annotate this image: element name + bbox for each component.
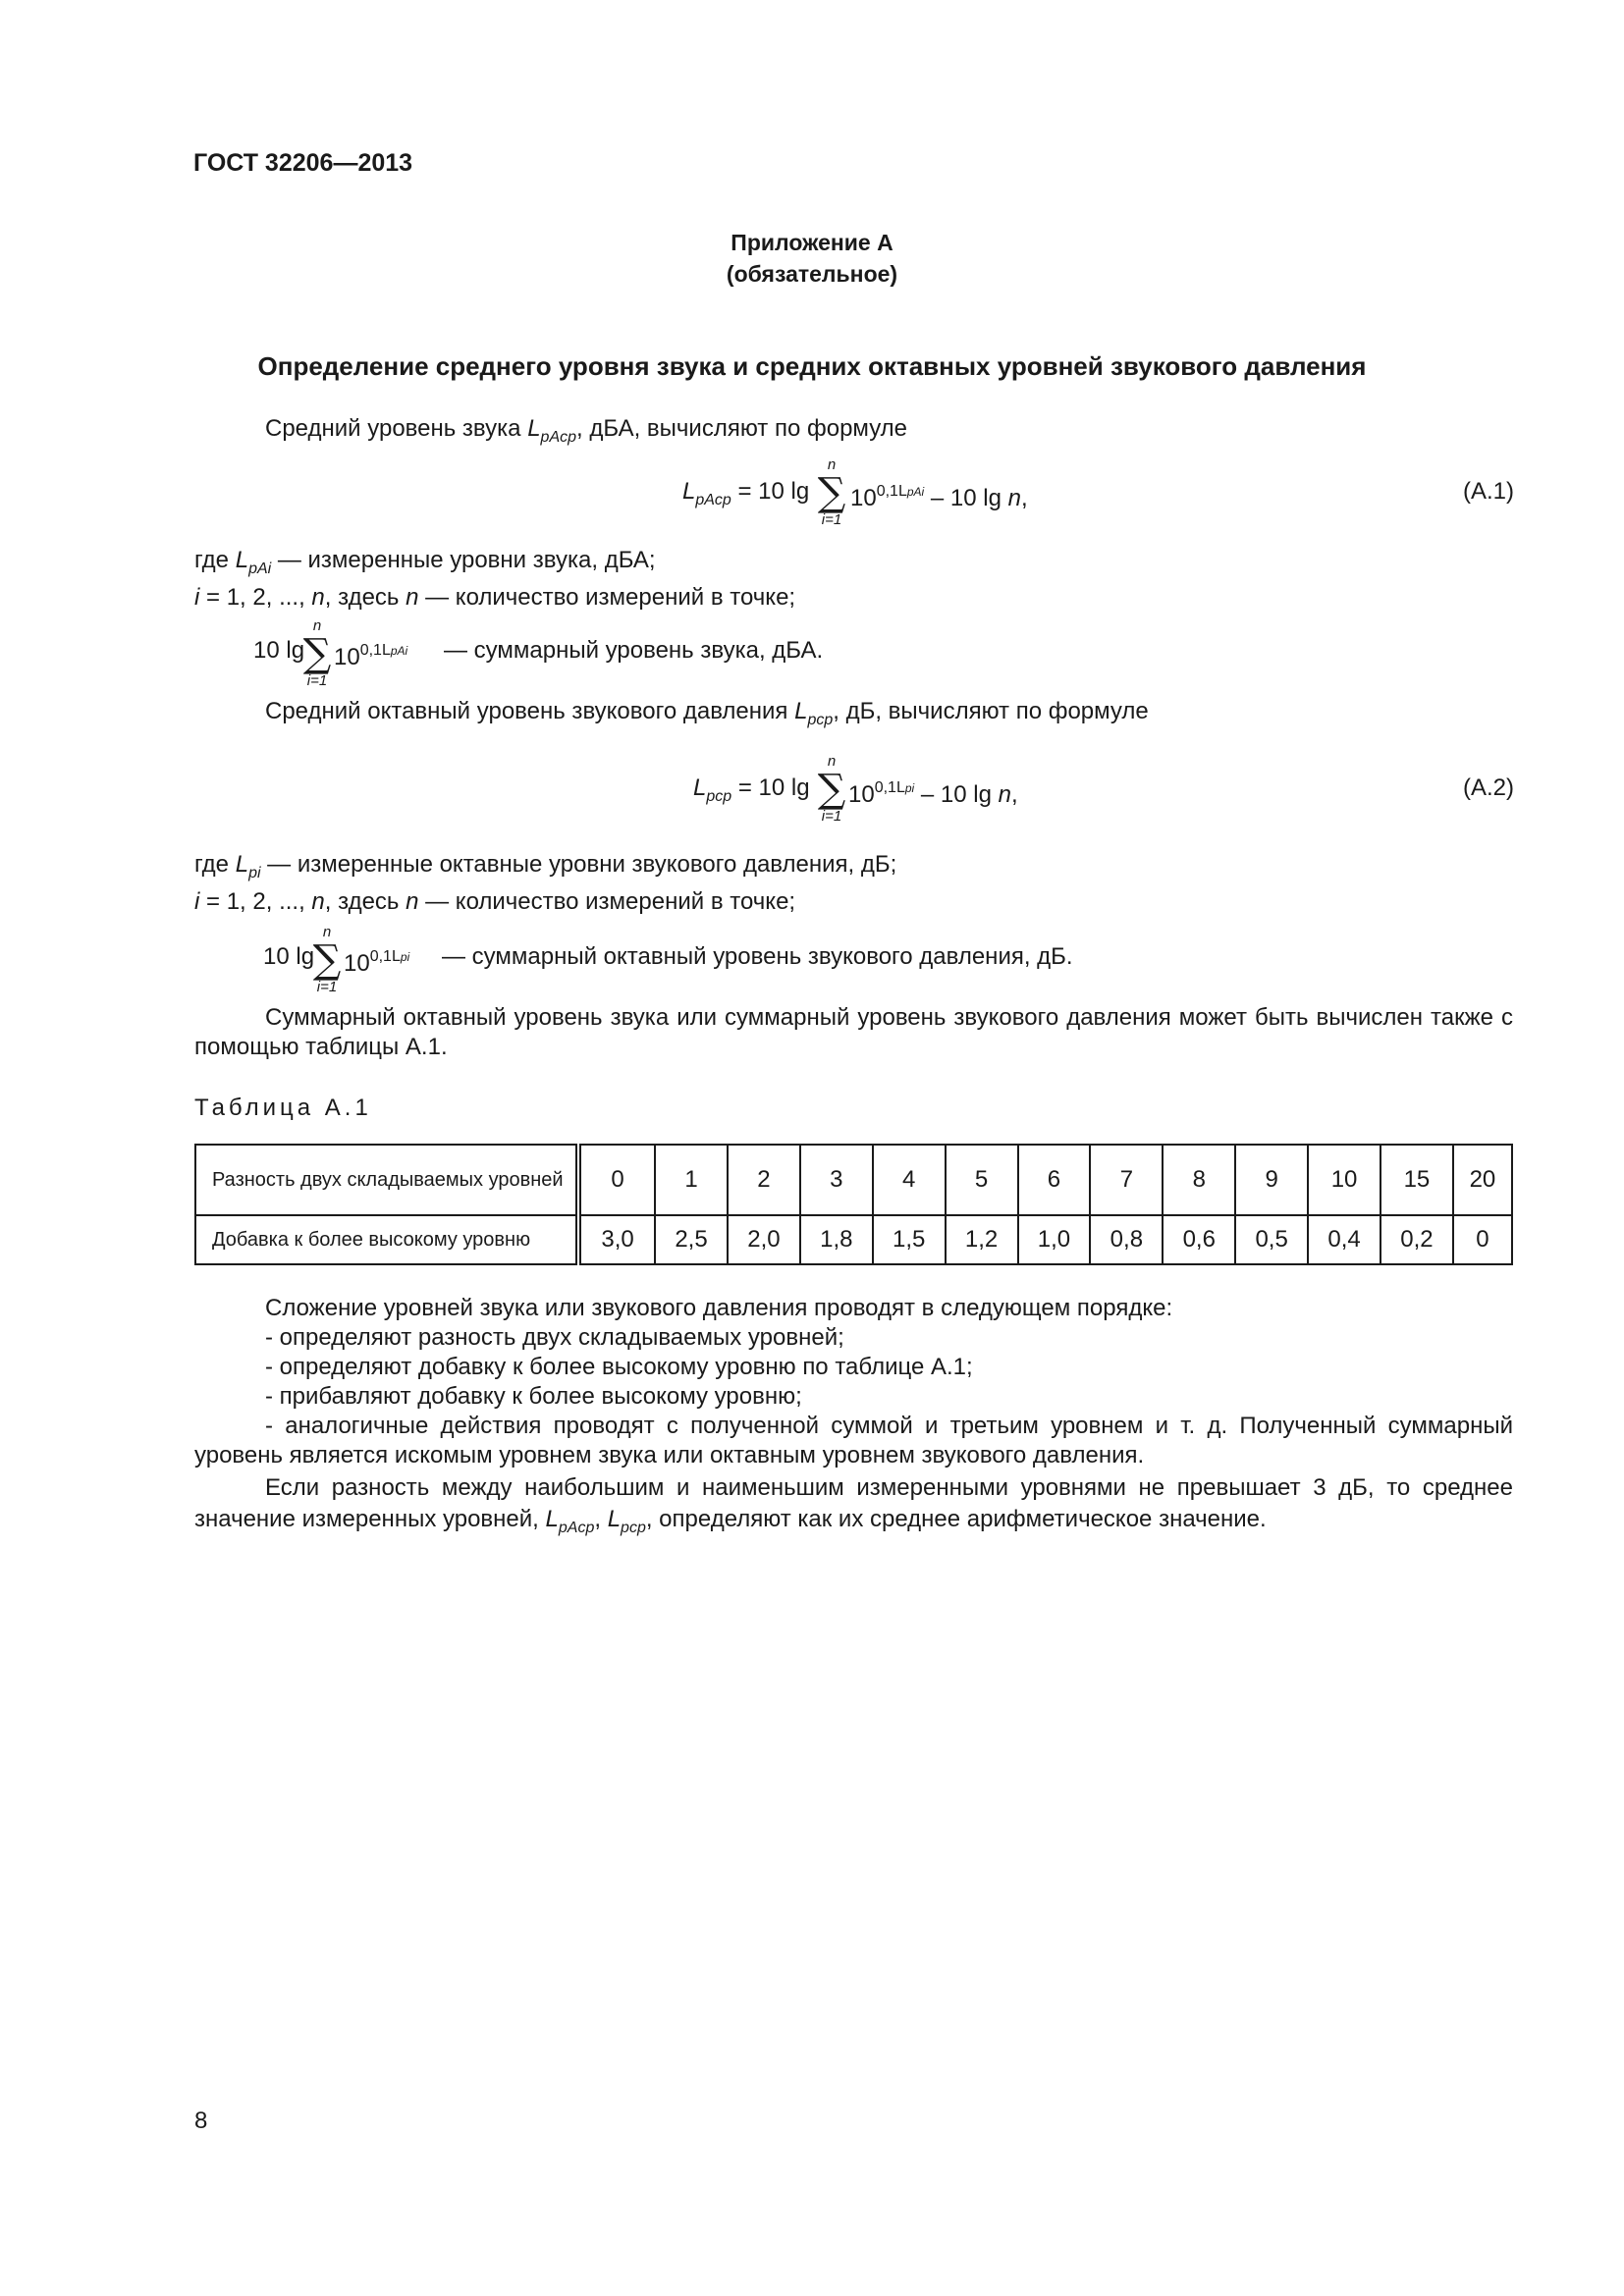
table-cell: 0,8: [1090, 1215, 1163, 1264]
table-cell: 1,2: [946, 1215, 1018, 1264]
sum-symbol-1: n ∑ i=1: [817, 456, 846, 528]
where-line-2a: где $L_{pi}$ — измеренные октавные уровни звукового давления, дБ;: [194, 851, 897, 881]
table-cell: 15: [1380, 1145, 1453, 1215]
table-cell: 2,5: [655, 1215, 728, 1264]
sum-expr-2: 10 lg: [263, 943, 315, 970]
sum-expr-1-tail: $10^{0,1LpAi}$: [334, 642, 408, 670]
formula-a2-tail: $10^{0,1Lpi} - 10$ lg n,: [848, 779, 1018, 808]
where-line-2b: i = 1, 2, ..., n, здесь n — количество измерений в точке;: [194, 888, 796, 915]
table-cell: 0,5: [1235, 1215, 1308, 1264]
sum-symbol-2: n ∑ i=1: [817, 753, 846, 825]
table-cell: 10: [1308, 1145, 1380, 1215]
table-row-label: Разность двух складываемых уровней: [195, 1145, 578, 1215]
appendix-status: (обязательное): [726, 261, 898, 287]
where-line-1b: i = 1, 2, ..., n, здесь n — количество измерений в точке;: [194, 584, 796, 611]
procedure-step: - аналогичные действия проводят с полученной суммой и третьим уровнем и т. д. Полученный суммарный уровень является искомым уровнем звука или октавным уровнем звукового давления.: [194, 1413, 1513, 1468]
paragraph-final: Если разность между наибольшим и наименьшим измеренными уровнями не превышает 3 дБ, то среднее значение измеренных уровней, $L_{pAср}$, $L_{pср}$, определяют как их среднее арифметическое значение.: [194, 1474, 1513, 1536]
procedure-step: - определяют разность двух складываемых уровней;: [265, 1324, 844, 1351]
table-cell: 5: [946, 1145, 1018, 1215]
formula-a1: $L_{pAср} = 10$ lg: [682, 478, 810, 508]
formula-a2-number: (А.2): [1463, 774, 1515, 801]
table-cell: 8: [1163, 1145, 1235, 1215]
formula-a2: $L_{pср} = 10$ lg: [693, 774, 810, 805]
appendix-title: Приложение А: [731, 230, 893, 255]
table-cell: 20: [1453, 1145, 1512, 1215]
procedure-step: - определяют добавку к более высокому уровню по таблице А.1;: [265, 1354, 973, 1380]
table-cell: 0,4: [1308, 1215, 1380, 1264]
table-cell: 0: [578, 1145, 655, 1215]
paragraph-intro-2: Средний октавный уровень звукового давления $L_{pср}$, дБ, вычисляют по формуле: [265, 698, 1149, 728]
sum-expr-2-desc: — суммарный октавный уровень звукового давления, дБ.: [442, 943, 1073, 970]
table-cell: 1: [655, 1145, 728, 1215]
sum-expr-1: 10 lg: [253, 637, 305, 664]
table-row: [195, 1145, 1512, 1215]
sum-expr-1-desc: — суммарный уровень звука, дБА.: [444, 637, 824, 664]
formula-a1-tail: $10^{0,1LpAi} - 10$ lg n,: [850, 483, 1028, 511]
table-cell: 6: [1018, 1145, 1091, 1215]
table-cell: 1,0: [1018, 1215, 1091, 1264]
sum-expr-2-tail: $10^{0,1Lpi}$: [344, 948, 410, 977]
table-cell: 7: [1090, 1145, 1163, 1215]
table-cell: 1,5: [873, 1215, 946, 1264]
paragraph-intro-1: Средний уровень звука $L_{pAср}$, дБА, вычисляют по формуле: [265, 415, 908, 446]
table-cell: 9: [1235, 1145, 1308, 1215]
sum-symbol-2b: n ∑ i=1: [312, 924, 342, 995]
document-code: ГОСТ 32206—2013: [193, 149, 413, 177]
where-line-1a: где $L_{pAi}$ — измеренные уровни звука, дБА;: [194, 547, 656, 577]
table-cell: 4: [873, 1145, 946, 1215]
table-cell: 0,2: [1380, 1215, 1453, 1264]
formula-a1-number: (А.1): [1463, 478, 1515, 505]
section-title: Определение среднего уровня звука и средних октавных уровней звукового давления: [257, 351, 1367, 381]
table-caption: Таблица А.1: [194, 1095, 372, 1121]
table-cell: 3,0: [578, 1215, 655, 1264]
table-cell: 2,0: [728, 1215, 800, 1264]
level-addition-table: [194, 1144, 1513, 1265]
table-row-label: Добавка к более высокому уровню: [195, 1215, 578, 1264]
sum-symbol-1b: n ∑ i=1: [302, 617, 332, 689]
table-cell: 1,8: [800, 1215, 873, 1264]
paragraph-table-ref: Суммарный октавный уровень звука или суммарный уровень звукового давления может быть вычислен также с помощью таблицы А.1.: [194, 1004, 1513, 1060]
procedure-step: - прибавляют добавку к более высокому уровню;: [265, 1383, 802, 1410]
table-cell: 0,6: [1163, 1215, 1235, 1264]
table-cell: 0: [1453, 1215, 1512, 1264]
procedure-intro: Сложение уровней звука или звукового давления проводят в следующем порядке:: [265, 1295, 1173, 1321]
table-cell: 2: [728, 1145, 800, 1215]
page-number: 8: [194, 2108, 208, 2134]
table-cell: 3: [800, 1145, 873, 1215]
table-row: [195, 1215, 1512, 1264]
